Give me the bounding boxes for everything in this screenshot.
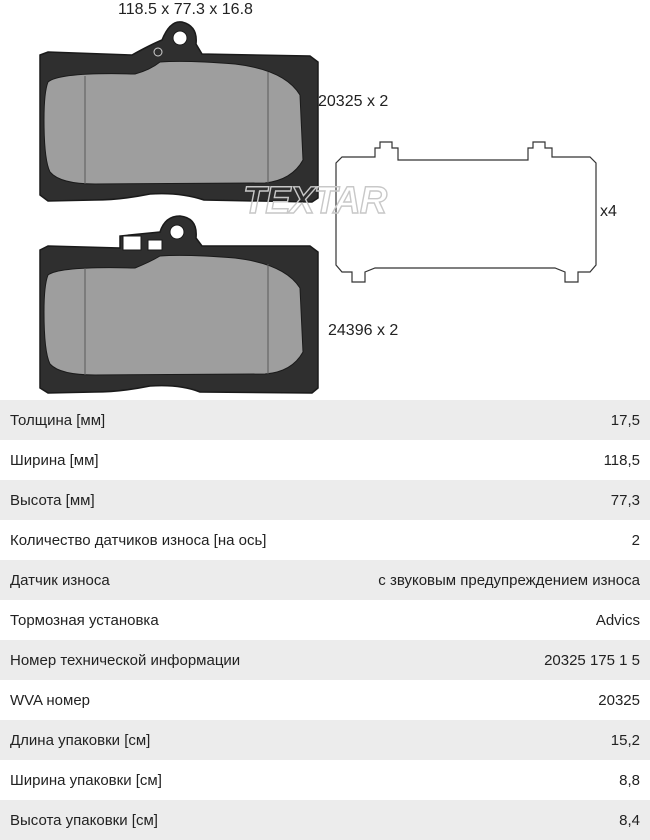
table-row <box>0 800 650 840</box>
pad2-code-label: 24396 x 2 <box>328 322 399 339</box>
brake-pad-1 <box>40 22 318 202</box>
spec-label: Длина упаковки [см] <box>10 731 151 749</box>
clip-quantity-label: x4 <box>600 203 617 220</box>
table-row <box>0 760 650 800</box>
table-row <box>0 640 650 680</box>
spec-value: 15,2 <box>610 731 640 749</box>
product-drawing <box>0 0 650 400</box>
spec-label: Количество датчиков износа [на ось] <box>10 531 267 549</box>
spec-label: Высота [мм] <box>10 491 95 509</box>
spec-label: Тормозная установка <box>10 611 159 629</box>
spec-label: Ширина [мм] <box>10 451 99 469</box>
spec-label: Толщина [мм] <box>10 411 106 429</box>
table-row <box>0 600 650 640</box>
table-row <box>0 480 650 520</box>
table-row <box>0 680 650 720</box>
table-row <box>0 400 650 440</box>
spec-value: 8,8 <box>619 771 640 789</box>
table-row <box>0 440 650 480</box>
spec-value: 20325 <box>598 691 640 709</box>
spec-value: с звуковым предупреждением износа <box>378 571 640 589</box>
table-row <box>0 560 650 600</box>
brake-pad-2 <box>40 216 318 393</box>
spec-label: Ширина упаковки [см] <box>10 771 162 789</box>
spec-label: WVA номер <box>10 691 91 709</box>
spec-value: 2 <box>631 531 640 549</box>
spec-value: 20325 175 1 5 <box>544 651 640 669</box>
spec-value: 77,3 <box>610 491 640 509</box>
dimensions-label: 118.5 x 77.3 x 16.8 <box>118 1 253 18</box>
table-row <box>0 720 650 760</box>
brake-pad-diagram <box>0 0 650 400</box>
spec-value: Advics <box>595 611 640 629</box>
spec-label: Номер технической информации <box>10 651 241 669</box>
spec-value: 17,5 <box>610 411 640 429</box>
pad1-code-label: 20325 x 2 <box>318 93 389 110</box>
brand-watermark: TEXTAR <box>243 180 387 222</box>
spec-value: 118,5 <box>603 451 640 469</box>
specs-table <box>0 400 650 840</box>
spec-label: Датчик износа <box>10 571 110 589</box>
spec-value: 8,4 <box>619 811 640 829</box>
spec-label: Высота упаковки [см] <box>10 811 158 829</box>
table-row <box>0 520 650 560</box>
